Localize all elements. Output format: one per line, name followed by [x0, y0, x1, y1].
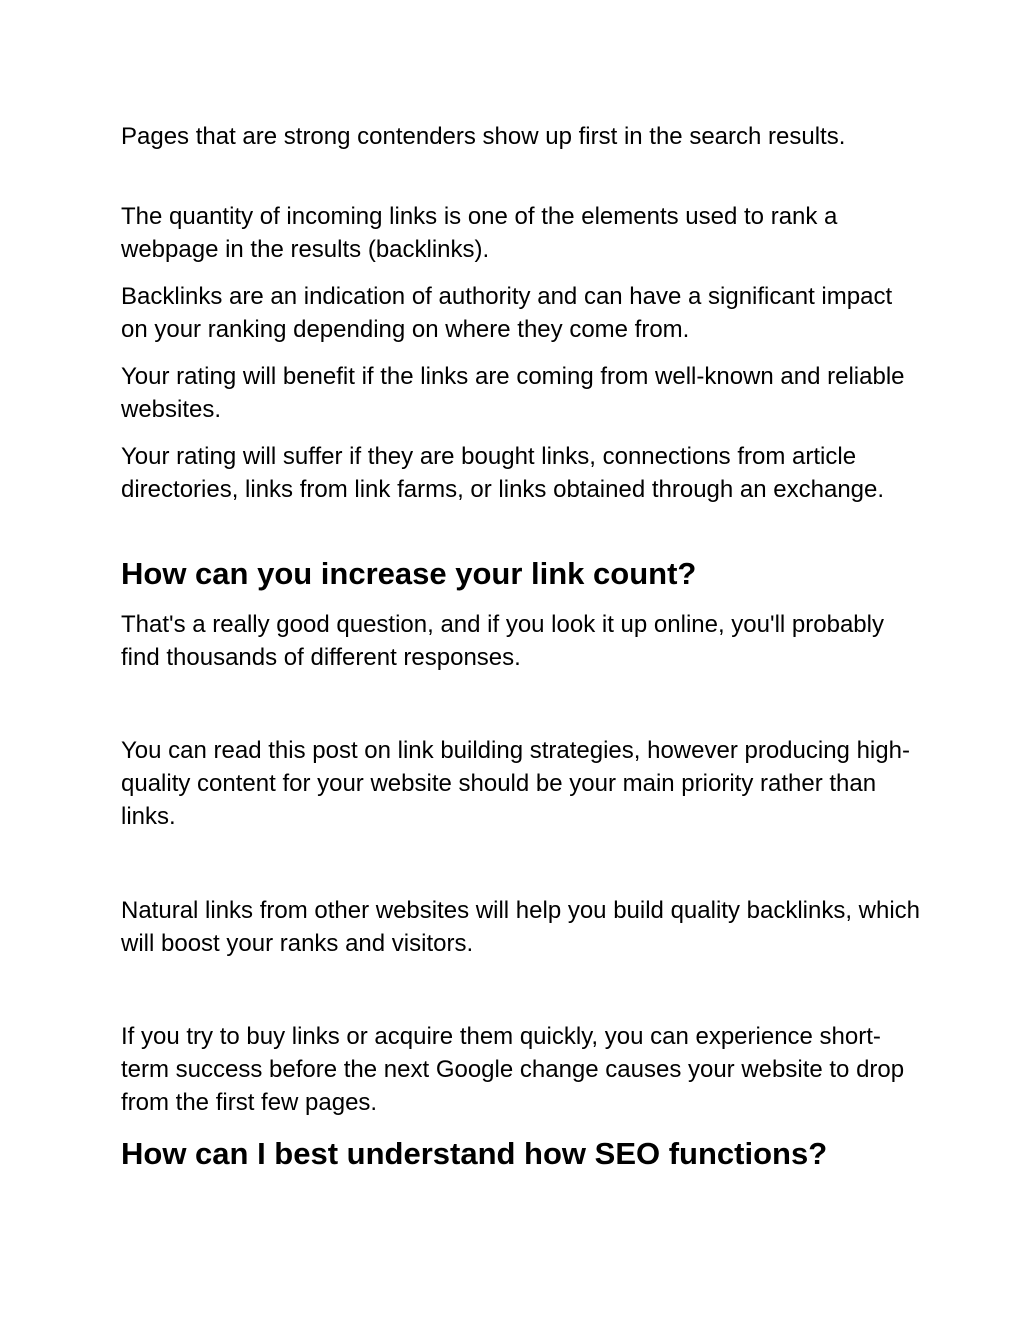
paragraph-link-building-strategies: You can read this post on link building strategies, however producing high-quality content for your website should be your main priority rather than links. [121, 737, 910, 830]
paragraph-rating-suffer: Your rating will suffer if they are bought links, connections from article directories, links from link farms, or links obtained through an exchange. [121, 443, 885, 503]
paragraph-incoming-links: The quantity of incoming links is one of the elements used to rank a webpage in the results (backlinks). [121, 203, 838, 263]
paragraph-buy-links: If you try to buy links or acquire them quickly, you can experience short-term success before the next Google change causes your website to drop from the first few pages. [121, 1023, 905, 1116]
paragraph-search-results: Pages that are strong contenders show up first in the search results. [121, 123, 846, 150]
paragraph-rating-benefit: Your rating will benefit if the links are coming from well-known and reliable websites. [121, 363, 905, 423]
heading-increase-link-count: How can you increase your link count? [121, 556, 697, 591]
paragraph-backlinks-authority: Backlinks are an indication of authority and can have a significant impact on your ranking depending on where they come from. [121, 283, 893, 343]
paragraph-good-question: That's a really good question, and if you look it up online, you'll probably find thousands of different responses. [121, 611, 884, 671]
heading-understand-seo: How can I best understand how SEO functions? [121, 1136, 828, 1171]
paragraph-natural-links: Natural links from other websites will help you build quality backlinks, which will boost your ranks and visitors. [121, 897, 921, 957]
